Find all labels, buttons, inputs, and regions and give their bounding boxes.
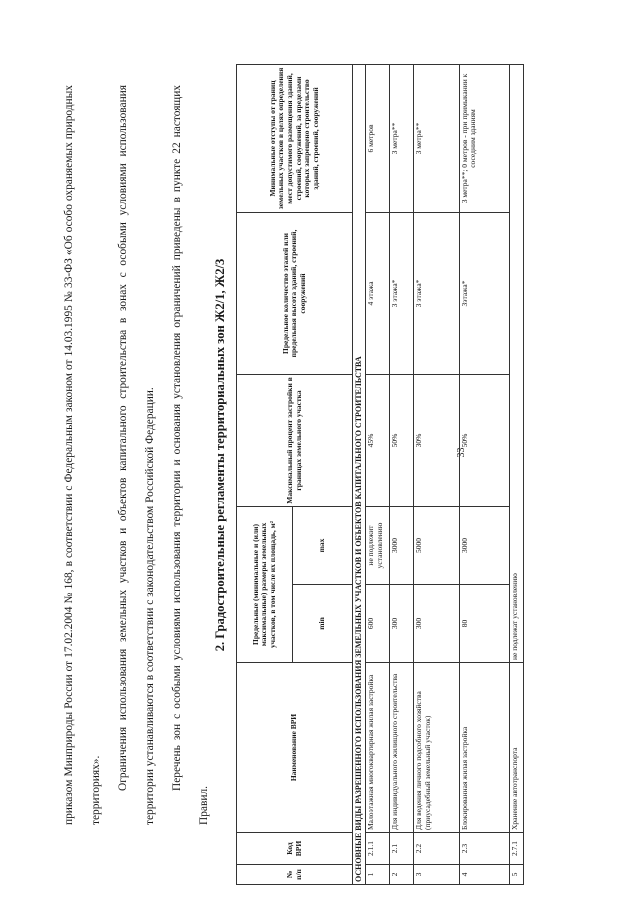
cell-coverage: 30% (414, 374, 460, 506)
header-code: Код ВРИ (237, 833, 353, 865)
cell-merged-not-set: не подлежат установлению (510, 64, 524, 662)
cell-setbacks: 3 метра**; 0 метров - при примыкании к соседним зданиям (460, 64, 510, 212)
cell-code: 2.3 (460, 833, 510, 865)
cell-setbacks: 6 метров (366, 64, 390, 212)
header-max: max (293, 506, 353, 584)
section-row-label: ОСНОВНЫЕ ВИДЫ РАЗРЕШЕННОГО ИСПОЛЬЗОВАНИЯ ЗЕМЕЛЬНЫХ УЧАСТКОВ И ОБЪЕКТОВ КАПИТАЛЬНОГО СТРОИТЕЛЬСТВА (353, 64, 366, 884)
page-number: 33 (456, 447, 467, 458)
table-row (390, 64, 414, 884)
header-coverage: Максимальный процент застройки в границах земельного участка (237, 374, 353, 506)
cell-setbacks: 3 метра** (414, 64, 460, 212)
cell-code: 2.1.1 (366, 833, 390, 865)
header-setbacks: Минимальные отступы от границ земельных участков в целях определения мест допустимого размещения зданий, строений, сооружений, за пределами которых запрещено строительство зданий, строений, сооружений (237, 64, 353, 212)
cell-name: Малоэтажная многоквартирная жилая застройка (366, 663, 390, 833)
cell-name: Для индивидуального жилищного строительства (390, 663, 414, 833)
cell-min: 300 (414, 585, 460, 663)
cell-num: 3 (414, 865, 460, 885)
cell-code: 2.7.1 (510, 833, 524, 865)
cell-num: 1 (366, 865, 390, 885)
cell-coverage: 50% (460, 374, 510, 506)
table-row (366, 64, 390, 884)
header-num: № п/п (237, 865, 353, 885)
cell-max: 3000 (390, 506, 414, 584)
cell-max: 3000 (460, 506, 510, 584)
cell-min: 80 (460, 585, 510, 663)
cell-floors: 3этажа* (460, 212, 510, 374)
cell-num: 4 (460, 865, 510, 885)
cell-name: Блокированная жилая застройка (460, 663, 510, 833)
table-row (460, 64, 510, 884)
cell-num: 5 (510, 865, 524, 885)
cell-floors: 3 этажа* (390, 212, 414, 374)
cell-min: 300 (390, 585, 414, 663)
header-floors: Предельное количество этажей или предельная высота зданий, строений, сооружений (237, 212, 353, 374)
cell-name: Хранение автотранспорта (510, 663, 524, 833)
cell-floors: 3 этажа* (414, 212, 460, 374)
regulations-table (236, 64, 524, 885)
cell-floors: 4 этажа (366, 212, 390, 374)
cell-coverage: 45% (366, 374, 390, 506)
section-title: 2. Градостроительные регламенты территориальных зон Ж2/1, Ж2/3 (213, 258, 227, 652)
paragraph-1: приказом Минприроды России от 17.02.2004 № 168, в соответствии с Федеральным законом от 14.03.1995 № 33-ФЗ «Об особо охраняемых природных территориях». (63, 85, 102, 825)
cell-setbacks: 3 метра** (390, 64, 414, 212)
paragraph-2: Ограничения использования земельных участков и объектов капитального строительства в зонах с особыми условиями использования территории устанавливаются в соответствии с законодательством Российской Федерации. (117, 85, 156, 825)
cell-min: 600 (366, 585, 390, 663)
header-min: min (293, 585, 353, 663)
paragraph-3: Перечень зон с особыми условиями использования территории и основания установления ограничений приведены в пункте 22 настоящих Правил. (171, 85, 210, 825)
cell-coverage: 50% (390, 374, 414, 506)
table-row (510, 64, 524, 884)
cell-code: 2.2 (414, 833, 460, 865)
header-name: Наименование ВРИ (237, 663, 353, 833)
cell-code: 2.1 (390, 833, 414, 865)
table-row (414, 64, 460, 884)
cell-num: 2 (390, 865, 414, 885)
cell-max: 5000 (414, 506, 460, 584)
cell-max: не подлежит установлению (366, 506, 390, 584)
header-size-group: Предельные (минимальные и (или) максимальные) размеры земельных участков, в том числе их площадь, м² (237, 506, 293, 662)
cell-name: Для ведения личного подсобного хозяйства (приусадебный земельный участок) (414, 663, 460, 833)
